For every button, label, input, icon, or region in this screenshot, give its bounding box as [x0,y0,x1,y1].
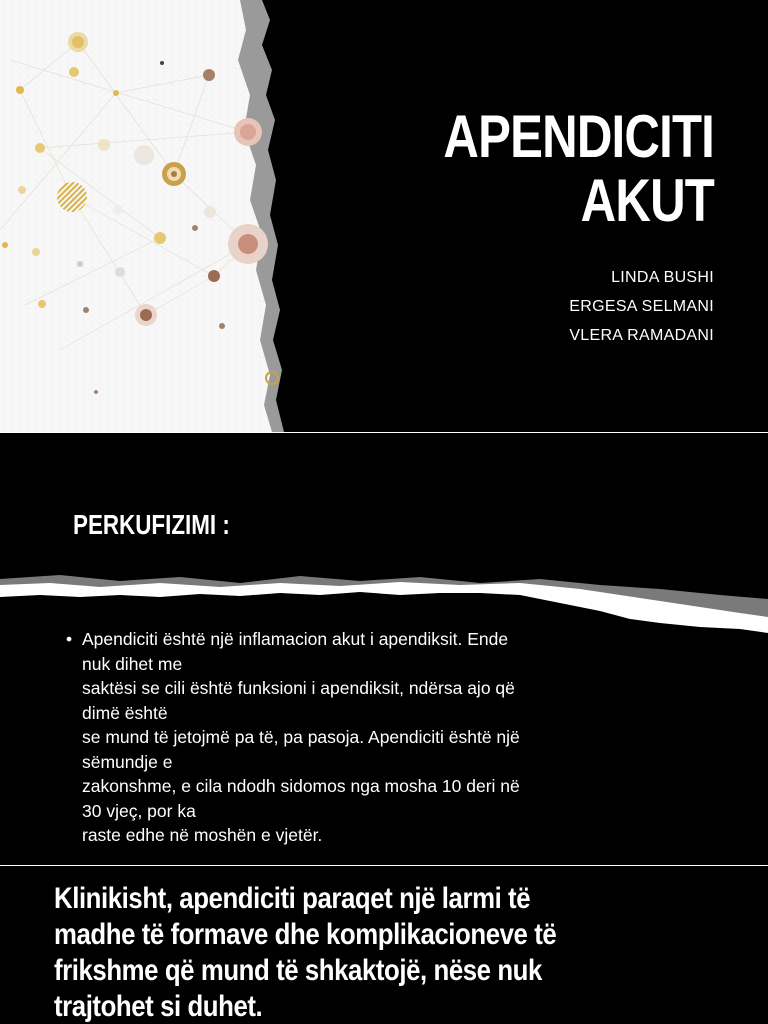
text-line: Apendiciti është një inflamacion akut i apendiksit. Ende [82,629,509,649]
text-line: nuk dihet me [82,653,183,674]
text-line: saktësi se cili është funksioni i apendiksit, ndërsa ajo që [82,678,515,698]
title-line-2: AKUT [580,167,714,234]
definition-bullet [66,627,596,848]
text-line: dimë është [82,702,168,723]
section-heading: PERKUFIZIMI : [73,509,230,540]
text-line: sëmundje e [82,751,173,772]
text-line: se mund të jetojmë pa të, pa pasoja. Apendiciti është një [82,727,520,747]
bullet-mark: • [66,629,73,649]
quote-line: madhe të formave dhe komplikacioneve të [54,918,557,951]
quote-line: trajtohet si duhet. [54,990,263,1023]
quote-slide [0,866,768,1024]
definition-slide [0,433,768,865]
author-name: VLERA RAMADANI [569,327,714,344]
text-line: 30 vjeç, por ka [82,800,196,821]
text-line: raste edhe në moshën e vjetër. [82,825,323,845]
presentation-title [384,105,714,233]
title-line-1: APENDICITI [443,103,714,170]
author-name: ERGESA SELMANI [569,298,714,315]
title-slide [0,0,768,432]
author-name: LINDA BUSHI [611,269,714,286]
network-dots-illustration [0,0,300,432]
authors-list [569,263,714,350]
quote-line: frikshme që mund të shkaktojë, nëse nuk [54,954,542,987]
text-line: zakonshme, e cila ndodh sidomos nga mosha 10 deri në [82,776,520,796]
quote-line: Klinikisht, apendiciti paraqet një larmi të [54,882,531,915]
clinical-statement [54,881,587,1024]
